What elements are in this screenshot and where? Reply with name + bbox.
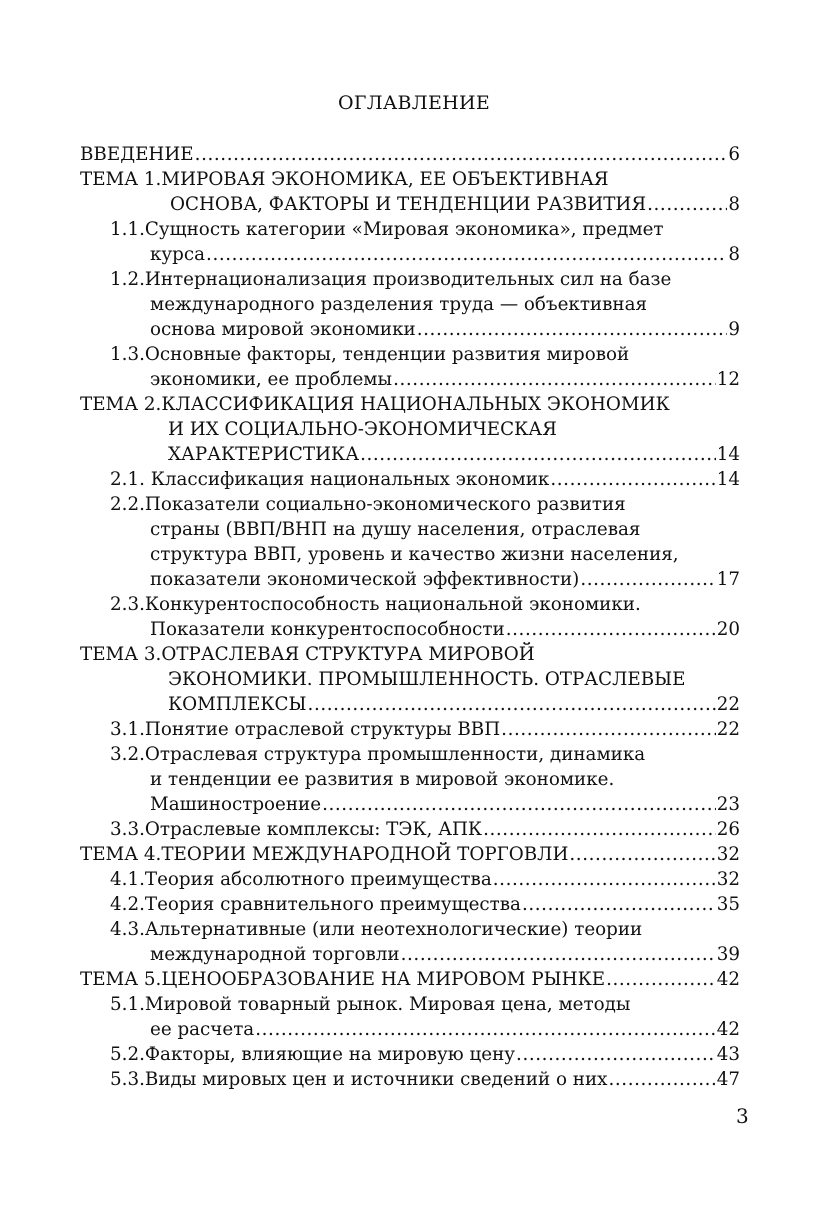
toc-entry-text: 2.1. Классификация национальных экономик — [110, 469, 550, 490]
dot-leader — [501, 717, 716, 742]
dot-leader — [255, 1017, 716, 1042]
toc-entry-2-2[interactable] — [80, 492, 740, 592]
toc-entry-text: 1.1.Сущность категории «Мировая экономика», предмет — [110, 219, 664, 240]
toc-entry-text: ТЕМА 1.МИРОВАЯ ЭКОНОМИКА, ЕЕ ОБЪЕКТИВНАЯ — [80, 169, 609, 190]
toc-entry-text: 4.1.Теория абсолютного преимущества — [110, 869, 492, 890]
toc-page-number: 32 — [716, 844, 740, 865]
dot-leader — [393, 367, 716, 392]
dot-leader — [195, 142, 728, 167]
toc-entry-text: ХАРАКТЕРИСТИКА — [168, 444, 360, 465]
toc-entry-text: 1.3.Основные факторы, тенденции развития мировой — [110, 344, 630, 365]
toc-page-number: 20 — [716, 619, 740, 640]
toc-entry-text: 4.3.Альтернативные (или неотехнологические) теории — [110, 919, 643, 940]
dot-leader — [647, 192, 727, 217]
toc-entry-5-3[interactable] — [80, 1067, 740, 1092]
toc-page-number: 8 — [728, 194, 740, 215]
toc-page-number: 35 — [716, 894, 740, 915]
dot-leader — [493, 867, 716, 892]
toc-entry-4-2[interactable] — [80, 892, 740, 917]
toc-entry-text: 2.3.Конкурентоспособность национальной экономики. — [110, 594, 641, 615]
toc-entry-3-1[interactable] — [80, 717, 740, 742]
toc-entry-text: ТЕМА 3.ОТРАСЛЕВАЯ СТРУКТУРА МИРОВОЙ — [80, 644, 535, 665]
dot-leader — [322, 792, 716, 817]
dot-leader — [516, 1042, 716, 1067]
toc-page-number: 9 — [728, 319, 740, 340]
table-of-contents — [80, 142, 740, 1092]
toc-entry-text: основа мировой экономики — [150, 319, 416, 340]
toc-page-number: 26 — [716, 819, 740, 840]
toc-page-number: 39 — [716, 944, 740, 965]
toc-page-number: 14 — [716, 469, 740, 490]
dot-leader — [550, 467, 715, 492]
dot-leader — [608, 1067, 715, 1092]
toc-entry-text: ВВЕДЕНИЕ — [80, 144, 194, 165]
dot-leader — [522, 892, 716, 917]
toc-entry-text: КОМПЛЕКСЫ — [168, 694, 307, 715]
toc-entry-text: 2.2.Показатели социально-экономического развития — [110, 494, 626, 515]
toc-page-number: 17 — [716, 569, 740, 590]
toc-entry-text: 4.2.Теория сравнительного преимущества — [110, 894, 521, 915]
dot-leader — [569, 842, 715, 867]
toc-entry-text: ОСНОВА, ФАКТОРЫ И ТЕНДЕНЦИИ РАЗВИТИЯ — [170, 194, 647, 215]
toc-page-number: 47 — [716, 1069, 740, 1090]
toc-entry-text: структура ВВП, уровень и качество жизни населения, — [150, 544, 679, 565]
dot-leader — [206, 242, 727, 267]
toc-page-number: 12 — [716, 369, 740, 390]
dot-leader — [360, 442, 716, 467]
toc-entry-topic-2[interactable] — [80, 392, 740, 467]
toc-title: ОГЛАВЛЕНИЕ — [337, 92, 491, 114]
toc-entry-text: 5.3.Виды мировых цен и источники сведений о них — [110, 1069, 608, 1090]
toc-page-number: 43 — [716, 1044, 740, 1065]
dot-leader — [401, 942, 716, 967]
toc-entry-2-3[interactable] — [80, 592, 740, 642]
dot-leader — [483, 817, 716, 842]
toc-entry-3-3[interactable] — [80, 817, 740, 842]
toc-page-number: 32 — [716, 869, 740, 890]
toc-entry-1-2[interactable] — [80, 267, 740, 342]
toc-page-number: 42 — [716, 969, 740, 990]
toc-page-number: 6 — [728, 144, 740, 165]
dot-leader — [580, 567, 715, 592]
toc-page-number: 14 — [716, 444, 740, 465]
dot-leader — [506, 617, 716, 642]
toc-page-number: 8 — [728, 244, 740, 265]
toc-entry-text: 1.2.Интернационализация производительных сил на базе — [110, 269, 672, 290]
toc-entry-text: курса — [150, 244, 206, 265]
dot-leader — [417, 317, 728, 342]
toc-entry-text: ЭКОНОМИКИ. ПРОМЫШЛЕННОСТЬ. ОТРАСЛЕВЫЕ — [168, 669, 686, 690]
dot-leader — [308, 692, 716, 717]
toc-entry-text: экономики, ее проблемы — [150, 369, 393, 390]
toc-entry-text: показатели экономической эффективности) — [150, 569, 580, 590]
toc-entry-1-1[interactable] — [80, 217, 740, 267]
toc-entry-text: ТЕМА 4.ТЕОРИИ МЕЖДУНАРОДНОЙ ТОРГОВЛИ — [80, 844, 569, 865]
toc-page-number: 23 — [716, 794, 740, 815]
toc-entry-text: 5.1.Мировой товарный рынок. Мировая цена, методы — [110, 994, 631, 1015]
toc-entry-text: ТЕМА 2.КЛАССИФИКАЦИЯ НАЦИОНАЛЬНЫХ ЭКОНОМИК — [80, 394, 670, 415]
toc-entry-text: Показатели конкурентоспособности — [150, 619, 505, 640]
toc-entry-text: И ИХ СОЦИАЛЬНО-ЭКОНОМИЧЕСКАЯ — [168, 419, 557, 440]
toc-entry-text: страны (ВВП/ВНП на душу населения, отраслевая — [150, 519, 641, 540]
toc-entry-4-1[interactable] — [80, 867, 740, 892]
toc-entry-4-3[interactable] — [80, 917, 740, 967]
toc-page-number: 22 — [716, 719, 740, 740]
toc-entry-topic-4[interactable] — [80, 842, 740, 867]
toc-entry-introduction[interactable] — [80, 142, 740, 167]
toc-entry-2-1[interactable] — [80, 467, 740, 492]
toc-entry-text: 5.2.Факторы, влияющие на мировую цену — [110, 1044, 516, 1065]
toc-entry-topic-5[interactable] — [80, 967, 740, 992]
toc-entry-1-3[interactable] — [80, 342, 740, 392]
toc-entry-text: международной торговли — [150, 944, 400, 965]
toc-entry-3-2[interactable] — [80, 742, 740, 817]
toc-entry-topic-1[interactable] — [80, 167, 740, 217]
toc-entry-topic-3[interactable] — [80, 642, 740, 717]
toc-entry-text: международного разделения труда — объективная — [150, 294, 648, 315]
toc-entry-text: ее расчета — [150, 1019, 255, 1040]
toc-entry-text: 3.3.Отраслевые комплексы: ТЭК, АПК — [110, 819, 483, 840]
toc-page-number: 22 — [716, 694, 740, 715]
toc-entry-text: и тенденции ее развития в мировой экономике. — [150, 769, 615, 790]
toc-entry-5-2[interactable] — [80, 1042, 740, 1067]
page-number: 3 — [736, 1104, 749, 1128]
toc-entry-text: ТЕМА 5.ЦЕНООБРАЗОВАНИЕ НА МИРОВОМ РЫНКЕ — [80, 969, 606, 990]
toc-entry-text: Машиностроение — [150, 794, 322, 815]
toc-entry-text: 3.1.Понятие отраслевой структуры ВВП — [110, 719, 501, 740]
toc-page-number: 42 — [716, 1019, 740, 1040]
toc-entry-text: 3.2.Отраслевая структура промышленности, динамика — [110, 744, 646, 765]
toc-entry-5-1[interactable] — [80, 992, 740, 1042]
dot-leader — [606, 967, 716, 992]
